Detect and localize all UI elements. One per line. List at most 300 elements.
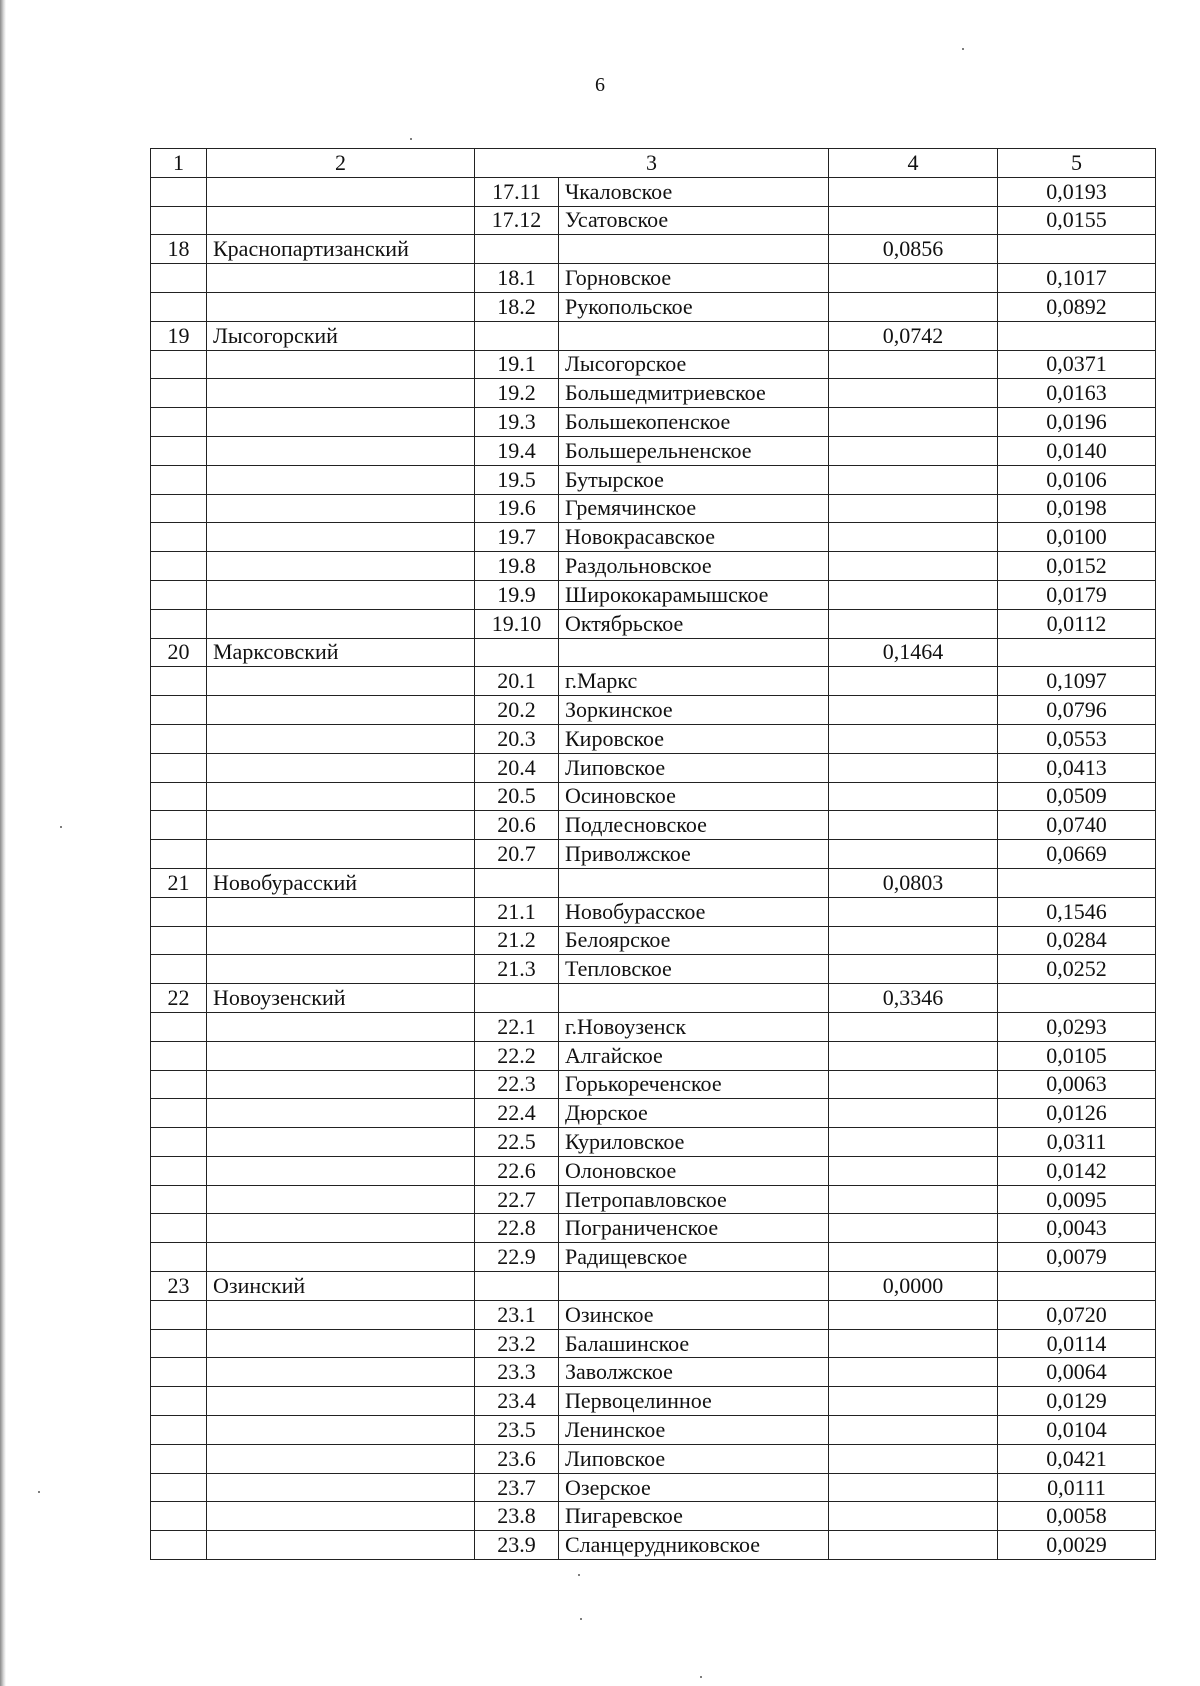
cell-district-name	[207, 1041, 475, 1070]
cell-settlement-value: 0,0284	[998, 926, 1156, 955]
cell-district-name	[207, 494, 475, 523]
cell-settlement-name: Подлесновское	[559, 811, 829, 840]
cell-district-value: 0,0000	[829, 1272, 998, 1301]
cell-district-number: 21	[151, 868, 207, 897]
cell-district-number	[151, 811, 207, 840]
cell-settlement-number: 19.5	[475, 465, 559, 494]
cell-settlement-name: Радищевское	[559, 1243, 829, 1272]
header-col-5: 5	[998, 149, 1156, 178]
cell-settlement-name: Первоцелинное	[559, 1387, 829, 1416]
page-number: 6	[595, 74, 605, 96]
cell-settlement-name: Озинское	[559, 1300, 829, 1329]
cell-settlement-number: 23.6	[475, 1444, 559, 1473]
settlement-row	[151, 1358, 1156, 1387]
cell-settlement-number: 23.2	[475, 1329, 559, 1358]
cell-district-value	[829, 206, 998, 235]
cell-district-value	[829, 552, 998, 581]
cell-district-name: Краснопартизанский	[207, 235, 475, 264]
settlement-row	[151, 264, 1156, 293]
cell-settlement-value: 0,0720	[998, 1300, 1156, 1329]
cell-district-number	[151, 1329, 207, 1358]
cell-settlement-value: 0,0179	[998, 580, 1156, 609]
cell-settlement-number: 20.1	[475, 667, 559, 696]
cell-district-value	[829, 1041, 998, 1070]
cell-district-name	[207, 1214, 475, 1243]
cell-district-name	[207, 1300, 475, 1329]
cell-district-number	[151, 206, 207, 235]
settlement-row	[151, 408, 1156, 437]
cell-district-number	[151, 465, 207, 494]
cell-settlement-number: 18.1	[475, 264, 559, 293]
cell-settlement-value: 0,0106	[998, 465, 1156, 494]
cell-district-number	[151, 897, 207, 926]
cell-settlement-number: 20.5	[475, 782, 559, 811]
cell-district-value	[829, 494, 998, 523]
cell-district-number	[151, 1531, 207, 1560]
cell-district-number: 22	[151, 984, 207, 1013]
cell-district-number	[151, 408, 207, 437]
cell-settlement-value: 0,0413	[998, 753, 1156, 782]
scan-speck	[38, 1491, 40, 1493]
cell-settlement-value: 0,0104	[998, 1416, 1156, 1445]
cell-settlement-value	[998, 638, 1156, 667]
cell-district-number	[151, 609, 207, 638]
cell-settlement-value: 0,0196	[998, 408, 1156, 437]
cell-district-name	[207, 292, 475, 321]
cell-district-number	[151, 1185, 207, 1214]
cell-settlement-value: 0,0129	[998, 1387, 1156, 1416]
cell-settlement-value: 0,0155	[998, 206, 1156, 235]
cell-district-number	[151, 350, 207, 379]
cell-district-name	[207, 1387, 475, 1416]
cell-district-value	[829, 1387, 998, 1416]
header-col-1: 1	[151, 149, 207, 178]
scan-speck	[410, 138, 412, 140]
cell-district-value	[829, 1012, 998, 1041]
cell-settlement-number: 17.11	[475, 177, 559, 206]
cell-district-value: 0,1464	[829, 638, 998, 667]
cell-settlement-number: 22.3	[475, 1070, 559, 1099]
cell-settlement-number: 19.7	[475, 523, 559, 552]
cell-district-name	[207, 552, 475, 581]
cell-settlement-value: 0,0553	[998, 724, 1156, 753]
settlement-row	[151, 350, 1156, 379]
cell-district-number	[151, 1243, 207, 1272]
cell-settlement-name: Усатовское	[559, 206, 829, 235]
cell-settlement-value: 0,0892	[998, 292, 1156, 321]
cell-district-number	[151, 1041, 207, 1070]
settlement-row	[151, 1416, 1156, 1445]
cell-district-number	[151, 436, 207, 465]
cell-settlement-name: Балашинское	[559, 1329, 829, 1358]
district-row	[151, 868, 1156, 897]
settlement-row	[151, 292, 1156, 321]
cell-settlement-name: Новобурасское	[559, 897, 829, 926]
settlement-row	[151, 840, 1156, 869]
cell-district-name	[207, 1070, 475, 1099]
cell-settlement-name: Большедмитриевское	[559, 379, 829, 408]
cell-settlement-value: 0,0112	[998, 609, 1156, 638]
cell-district-value	[829, 523, 998, 552]
cell-district-name	[207, 1128, 475, 1157]
settlement-row	[151, 494, 1156, 523]
district-row	[151, 1272, 1156, 1301]
cell-district-number	[151, 523, 207, 552]
cell-settlement-value: 0,0079	[998, 1243, 1156, 1272]
cell-district-number	[151, 1012, 207, 1041]
cell-district-name	[207, 1012, 475, 1041]
settlement-row	[151, 1156, 1156, 1185]
cell-settlement-number: 22.1	[475, 1012, 559, 1041]
cell-district-name	[207, 724, 475, 753]
cell-settlement-name: Горновское	[559, 264, 829, 293]
cell-district-number	[151, 724, 207, 753]
cell-district-value: 0,0742	[829, 321, 998, 350]
cell-settlement-name: Ширококарамышское	[559, 580, 829, 609]
cell-district-number	[151, 1156, 207, 1185]
cell-district-value	[829, 696, 998, 725]
cell-district-name	[207, 379, 475, 408]
cell-district-name	[207, 1444, 475, 1473]
cell-district-number: 23	[151, 1272, 207, 1301]
cell-settlement-name: Приволжское	[559, 840, 829, 869]
cell-district-number	[151, 1502, 207, 1531]
cell-settlement-value: 0,0142	[998, 1156, 1156, 1185]
cell-settlement-value: 0,0095	[998, 1185, 1156, 1214]
cell-district-name	[207, 811, 475, 840]
cell-settlement-value: 0,0198	[998, 494, 1156, 523]
settlement-row	[151, 1214, 1156, 1243]
cell-district-value	[829, 1416, 998, 1445]
scan-speck	[60, 826, 62, 828]
settlement-row	[151, 811, 1156, 840]
settlement-row	[151, 667, 1156, 696]
settlement-row	[151, 782, 1156, 811]
cell-district-number	[151, 177, 207, 206]
cell-district-name	[207, 897, 475, 926]
cell-district-name: Лысогорский	[207, 321, 475, 350]
cell-settlement-name: Бутырское	[559, 465, 829, 494]
cell-district-name	[207, 465, 475, 494]
cell-settlement-name: Ленинское	[559, 1416, 829, 1445]
cell-settlement-value	[998, 984, 1156, 1013]
cell-district-value	[829, 840, 998, 869]
cell-settlement-value: 0,0029	[998, 1531, 1156, 1560]
cell-settlement-name: Липовское	[559, 1444, 829, 1473]
cell-district-value	[829, 1473, 998, 1502]
cell-settlement-value: 0,0509	[998, 782, 1156, 811]
cell-settlement-value: 0,1097	[998, 667, 1156, 696]
cell-district-value	[829, 1156, 998, 1185]
header-col-3: 3	[475, 149, 829, 178]
cell-settlement-number: 22.6	[475, 1156, 559, 1185]
settlement-row	[151, 696, 1156, 725]
cell-district-name	[207, 436, 475, 465]
cell-district-name	[207, 580, 475, 609]
cell-district-name	[207, 408, 475, 437]
district-row	[151, 638, 1156, 667]
cell-district-name	[207, 1531, 475, 1560]
cell-settlement-number	[475, 638, 559, 667]
cell-district-name: Новоузенский	[207, 984, 475, 1013]
cell-settlement-number: 19.4	[475, 436, 559, 465]
cell-settlement-value: 0,0740	[998, 811, 1156, 840]
cell-district-number	[151, 292, 207, 321]
cell-settlement-name: Алгайское	[559, 1041, 829, 1070]
cell-settlement-name: г.Новоузенск	[559, 1012, 829, 1041]
cell-district-number	[151, 1444, 207, 1473]
cell-district-name	[207, 753, 475, 782]
cell-settlement-value: 0,0669	[998, 840, 1156, 869]
cell-settlement-name: Дюрское	[559, 1099, 829, 1128]
cell-settlement-number: 23.8	[475, 1502, 559, 1531]
cell-district-number	[151, 1300, 207, 1329]
cell-settlement-name: Большерельненское	[559, 436, 829, 465]
cell-district-number	[151, 1128, 207, 1157]
cell-settlement-name: Озерское	[559, 1473, 829, 1502]
cell-district-value	[829, 379, 998, 408]
settlement-row	[151, 379, 1156, 408]
settlement-row	[151, 1300, 1156, 1329]
settlement-row	[151, 552, 1156, 581]
cell-settlement-number	[475, 321, 559, 350]
cell-district-value	[829, 724, 998, 753]
cell-settlement-value	[998, 321, 1156, 350]
cell-district-value	[829, 1128, 998, 1157]
cell-district-value: 0,0856	[829, 235, 998, 264]
cell-settlement-name	[559, 321, 829, 350]
cell-district-number	[151, 1214, 207, 1243]
cell-settlement-value: 0,0293	[998, 1012, 1156, 1041]
header-col-4: 4	[829, 149, 998, 178]
cell-district-value	[829, 782, 998, 811]
cell-district-value	[829, 264, 998, 293]
cell-settlement-number: 20.3	[475, 724, 559, 753]
cell-district-number	[151, 696, 207, 725]
cell-settlement-number: 20.2	[475, 696, 559, 725]
cell-settlement-name	[559, 984, 829, 1013]
cell-district-number	[151, 667, 207, 696]
cell-district-value	[829, 667, 998, 696]
cell-district-value	[829, 1531, 998, 1560]
cell-settlement-number	[475, 868, 559, 897]
cell-district-value	[829, 955, 998, 984]
cell-settlement-number: 23.1	[475, 1300, 559, 1329]
cell-district-name	[207, 1473, 475, 1502]
cell-settlement-name	[559, 868, 829, 897]
settlement-row	[151, 206, 1156, 235]
cell-district-number	[151, 1473, 207, 1502]
cell-settlement-value: 0,1017	[998, 264, 1156, 293]
cell-district-value: 0,3346	[829, 984, 998, 1013]
cell-district-name	[207, 1329, 475, 1358]
cell-settlement-value: 0,0126	[998, 1099, 1156, 1128]
cell-district-value	[829, 1358, 998, 1387]
cell-district-name	[207, 609, 475, 638]
cell-district-number	[151, 955, 207, 984]
header-col-2: 2	[207, 149, 475, 178]
cell-settlement-number: 19.2	[475, 379, 559, 408]
cell-settlement-value: 0,0064	[998, 1358, 1156, 1387]
scan-speck	[962, 48, 964, 50]
cell-district-name	[207, 1502, 475, 1531]
cell-district-value	[829, 292, 998, 321]
cell-district-number	[151, 840, 207, 869]
settlement-row	[151, 1099, 1156, 1128]
cell-district-number: 19	[151, 321, 207, 350]
cell-settlement-value: 0,0193	[998, 177, 1156, 206]
cell-settlement-value	[998, 1272, 1156, 1301]
cell-settlement-number: 23.3	[475, 1358, 559, 1387]
cell-settlement-number: 22.4	[475, 1099, 559, 1128]
cell-district-value	[829, 897, 998, 926]
cell-district-number	[151, 264, 207, 293]
cell-settlement-name: Сланцерудниковское	[559, 1531, 829, 1560]
cell-settlement-number: 19.3	[475, 408, 559, 437]
scan-edge-shadow	[0, 0, 6, 1686]
cell-settlement-value: 0,1546	[998, 897, 1156, 926]
cell-settlement-value: 0,0163	[998, 379, 1156, 408]
cell-district-name	[207, 206, 475, 235]
district-row	[151, 984, 1156, 1013]
cell-district-name: Озинский	[207, 1272, 475, 1301]
cell-settlement-name: Гремячинское	[559, 494, 829, 523]
cell-district-name	[207, 1156, 475, 1185]
cell-settlement-name: Чкаловское	[559, 177, 829, 206]
cell-settlement-number: 20.7	[475, 840, 559, 869]
cell-settlement-value: 0,0058	[998, 1502, 1156, 1531]
cell-settlement-value: 0,0100	[998, 523, 1156, 552]
cell-settlement-number: 19.1	[475, 350, 559, 379]
cell-settlement-number: 20.4	[475, 753, 559, 782]
cell-district-number	[151, 1099, 207, 1128]
cell-district-value	[829, 1300, 998, 1329]
cell-settlement-number: 19.8	[475, 552, 559, 581]
cell-district-value	[829, 1099, 998, 1128]
settlement-row	[151, 1531, 1156, 1560]
table-header	[151, 149, 1156, 178]
cell-settlement-number	[475, 1272, 559, 1301]
cell-district-name: Марксовский	[207, 638, 475, 667]
cell-settlement-name: Липовское	[559, 753, 829, 782]
cell-district-number: 18	[151, 235, 207, 264]
settlement-row	[151, 1329, 1156, 1358]
settlement-row	[151, 177, 1156, 206]
cell-settlement-number: 21.1	[475, 897, 559, 926]
cell-settlement-name	[559, 1272, 829, 1301]
settlement-row	[151, 1387, 1156, 1416]
cell-settlement-name: Раздольновское	[559, 552, 829, 581]
district-row	[151, 321, 1156, 350]
cell-settlement-number: 23.5	[475, 1416, 559, 1445]
cell-district-name	[207, 523, 475, 552]
cell-settlement-number: 21.2	[475, 926, 559, 955]
settlement-row	[151, 753, 1156, 782]
cell-district-name	[207, 782, 475, 811]
cell-district-value	[829, 811, 998, 840]
settlement-row	[151, 955, 1156, 984]
cell-settlement-number: 23.7	[475, 1473, 559, 1502]
cell-district-value	[829, 350, 998, 379]
cell-settlement-number: 22.9	[475, 1243, 559, 1272]
scan-speck	[700, 1676, 702, 1678]
cell-settlement-name: Кировское	[559, 724, 829, 753]
cell-district-number	[151, 552, 207, 581]
cell-settlement-number: 18.2	[475, 292, 559, 321]
cell-district-name	[207, 667, 475, 696]
settlement-row	[151, 1070, 1156, 1099]
settlement-row	[151, 926, 1156, 955]
cell-district-value	[829, 609, 998, 638]
cell-settlement-name: Горькореченское	[559, 1070, 829, 1099]
cell-district-name	[207, 264, 475, 293]
cell-district-number	[151, 782, 207, 811]
cell-settlement-value: 0,0421	[998, 1444, 1156, 1473]
cell-settlement-number: 23.9	[475, 1531, 559, 1560]
cell-district-value: 0,0803	[829, 868, 998, 897]
cell-district-number	[151, 1358, 207, 1387]
allocation-table	[150, 148, 1156, 1560]
cell-settlement-name: Осиновское	[559, 782, 829, 811]
cell-district-name	[207, 350, 475, 379]
cell-settlement-value: 0,0111	[998, 1473, 1156, 1502]
cell-district-number	[151, 1387, 207, 1416]
cell-settlement-name: Белоярское	[559, 926, 829, 955]
cell-district-value	[829, 1243, 998, 1272]
cell-district-name	[207, 1243, 475, 1272]
cell-district-number: 20	[151, 638, 207, 667]
cell-settlement-value: 0,0063	[998, 1070, 1156, 1099]
cell-district-number	[151, 926, 207, 955]
settlement-row	[151, 436, 1156, 465]
cell-settlement-value: 0,0311	[998, 1128, 1156, 1157]
cell-settlement-name	[559, 235, 829, 264]
cell-district-number	[151, 379, 207, 408]
cell-settlement-number: 23.4	[475, 1387, 559, 1416]
cell-settlement-name: Зоркинское	[559, 696, 829, 725]
cell-district-value	[829, 1185, 998, 1214]
settlement-row	[151, 1473, 1156, 1502]
cell-settlement-value	[998, 235, 1156, 264]
settlement-row	[151, 523, 1156, 552]
cell-district-name	[207, 1099, 475, 1128]
cell-district-value	[829, 465, 998, 494]
cell-settlement-value: 0,0371	[998, 350, 1156, 379]
cell-district-value	[829, 177, 998, 206]
cell-settlement-name: Тепловское	[559, 955, 829, 984]
cell-district-number	[151, 494, 207, 523]
cell-settlement-name: Новокрасавское	[559, 523, 829, 552]
settlement-row	[151, 897, 1156, 926]
settlement-row	[151, 724, 1156, 753]
cell-district-value	[829, 926, 998, 955]
cell-district-value	[829, 408, 998, 437]
cell-district-name	[207, 840, 475, 869]
cell-district-value	[829, 1444, 998, 1473]
header-row	[151, 149, 1156, 178]
cell-district-value	[829, 436, 998, 465]
settlement-row	[151, 580, 1156, 609]
cell-district-value	[829, 1214, 998, 1243]
cell-settlement-value: 0,0114	[998, 1329, 1156, 1358]
cell-settlement-value: 0,0140	[998, 436, 1156, 465]
cell-settlement-name: Пограниченское	[559, 1214, 829, 1243]
table-body	[151, 177, 1156, 1559]
settlement-row	[151, 1041, 1156, 1070]
cell-settlement-name: Октябрьское	[559, 609, 829, 638]
settlement-row	[151, 1502, 1156, 1531]
cell-district-value	[829, 753, 998, 782]
